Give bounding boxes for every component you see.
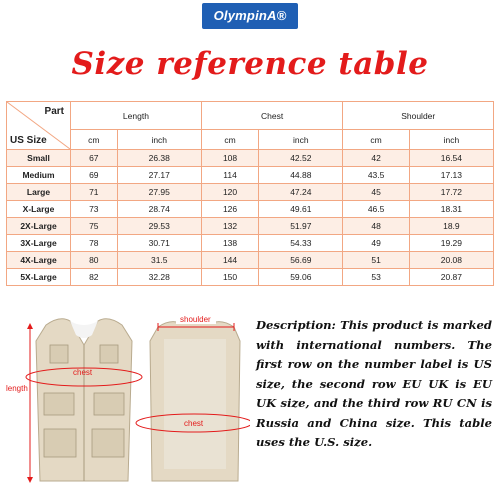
size-value-cell: 73 — [71, 201, 118, 218]
size-value-cell: 82 — [71, 269, 118, 286]
table-row — [7, 201, 494, 218]
description-block — [256, 316, 492, 453]
size-name-cell: Small — [7, 150, 71, 167]
size-value-cell: 29.53 — [117, 218, 201, 235]
size-value-cell: 32.28 — [117, 269, 201, 286]
size-value-cell: 71 — [71, 184, 118, 201]
table-row — [7, 184, 494, 201]
size-value-cell: 16.54 — [409, 150, 493, 167]
size-value-cell: 17.72 — [409, 184, 493, 201]
size-value-cell: 17.13 — [409, 167, 493, 184]
size-name-cell: X-Large — [7, 201, 71, 218]
size-value-cell: 30.71 — [117, 235, 201, 252]
size-name-cell: Medium — [7, 167, 71, 184]
size-value-cell: 26.38 — [117, 150, 201, 167]
table-unit-row — [7, 130, 494, 150]
size-value-cell: 49.61 — [259, 201, 343, 218]
chest-front-label: chest — [73, 368, 93, 377]
size-value-cell: 47.24 — [259, 184, 343, 201]
shoulder-label: shoulder — [180, 315, 211, 324]
size-value-cell: 114 — [201, 167, 258, 184]
table-row — [7, 167, 494, 184]
size-name-cell: 4X-Large — [7, 252, 71, 269]
size-value-cell: 150 — [201, 269, 258, 286]
size-value-cell: 31.5 — [117, 252, 201, 269]
size-value-cell: 53 — [343, 269, 409, 286]
unit-shoulder-inch: inch — [409, 130, 493, 150]
size-value-cell: 69 — [71, 167, 118, 184]
description-text: This product is marked with international numbers. The first row on the number label is US size, the second row EU UK is EU UK size, and the third row RU CN is Russia and China size. This table uses the U.S. size. — [256, 318, 492, 449]
size-value-cell: 28.74 — [117, 201, 201, 218]
size-value-cell: 108 — [201, 150, 258, 167]
header-chest: Chest — [201, 102, 343, 130]
size-value-cell: 144 — [201, 252, 258, 269]
size-value-cell: 27.95 — [117, 184, 201, 201]
size-name-cell: Large — [7, 184, 71, 201]
size-value-cell: 27.17 — [117, 167, 201, 184]
table-row — [7, 218, 494, 235]
size-table — [6, 101, 494, 286]
unit-shoulder-cm: cm — [343, 130, 409, 150]
size-value-cell: 42 — [343, 150, 409, 167]
vest-diagram — [0, 305, 250, 500]
size-name-cell: 3X-Large — [7, 235, 71, 252]
vest-front-image — [36, 319, 132, 481]
size-value-cell: 48 — [343, 218, 409, 235]
corner-size-label: US Size — [10, 135, 47, 146]
size-value-cell: 126 — [201, 201, 258, 218]
unit-chest-inch: inch — [259, 130, 343, 150]
header-shoulder: Shoulder — [343, 102, 494, 130]
size-value-cell: 43.5 — [343, 167, 409, 184]
size-value-cell: 18.31 — [409, 201, 493, 218]
size-value-cell: 51 — [343, 252, 409, 269]
table-row — [7, 150, 494, 167]
description-label: Description: — [256, 318, 336, 332]
length-label: length — [6, 384, 28, 393]
vest-back-image — [150, 322, 240, 481]
table-row — [7, 269, 494, 286]
table-header-row — [7, 102, 494, 130]
page-title: Size reference table — [71, 46, 429, 82]
size-value-cell: 120 — [201, 184, 258, 201]
size-value-cell: 42.52 — [259, 150, 343, 167]
size-value-cell: 20.08 — [409, 252, 493, 269]
corner-part-label: Part — [44, 106, 64, 117]
size-value-cell: 51.97 — [259, 218, 343, 235]
size-value-cell: 19.29 — [409, 235, 493, 252]
table-corner-cell — [7, 102, 71, 150]
size-table-body — [7, 150, 494, 286]
size-value-cell: 67 — [71, 150, 118, 167]
unit-length-inch: inch — [117, 130, 201, 150]
unit-chest-cm: cm — [201, 130, 258, 150]
table-row — [7, 235, 494, 252]
header-length: Length — [71, 102, 202, 130]
size-value-cell: 46.5 — [343, 201, 409, 218]
size-value-cell: 75 — [71, 218, 118, 235]
size-value-cell: 45 — [343, 184, 409, 201]
size-name-cell: 5X-Large — [7, 269, 71, 286]
size-value-cell: 44.88 — [259, 167, 343, 184]
size-name-cell: 2X-Large — [7, 218, 71, 235]
chest-back-label: chest — [184, 419, 204, 428]
size-value-cell: 54.33 — [259, 235, 343, 252]
size-value-cell: 49 — [343, 235, 409, 252]
size-value-cell: 78 — [71, 235, 118, 252]
size-value-cell: 80 — [71, 252, 118, 269]
size-value-cell: 20.87 — [409, 269, 493, 286]
size-value-cell: 56.69 — [259, 252, 343, 269]
unit-length-cm: cm — [71, 130, 118, 150]
brand-logo: OlympinA® — [202, 3, 298, 29]
size-value-cell: 59.06 — [259, 269, 343, 286]
table-row — [7, 252, 494, 269]
size-value-cell: 18.9 — [409, 218, 493, 235]
size-value-cell: 132 — [201, 218, 258, 235]
size-value-cell: 138 — [201, 235, 258, 252]
